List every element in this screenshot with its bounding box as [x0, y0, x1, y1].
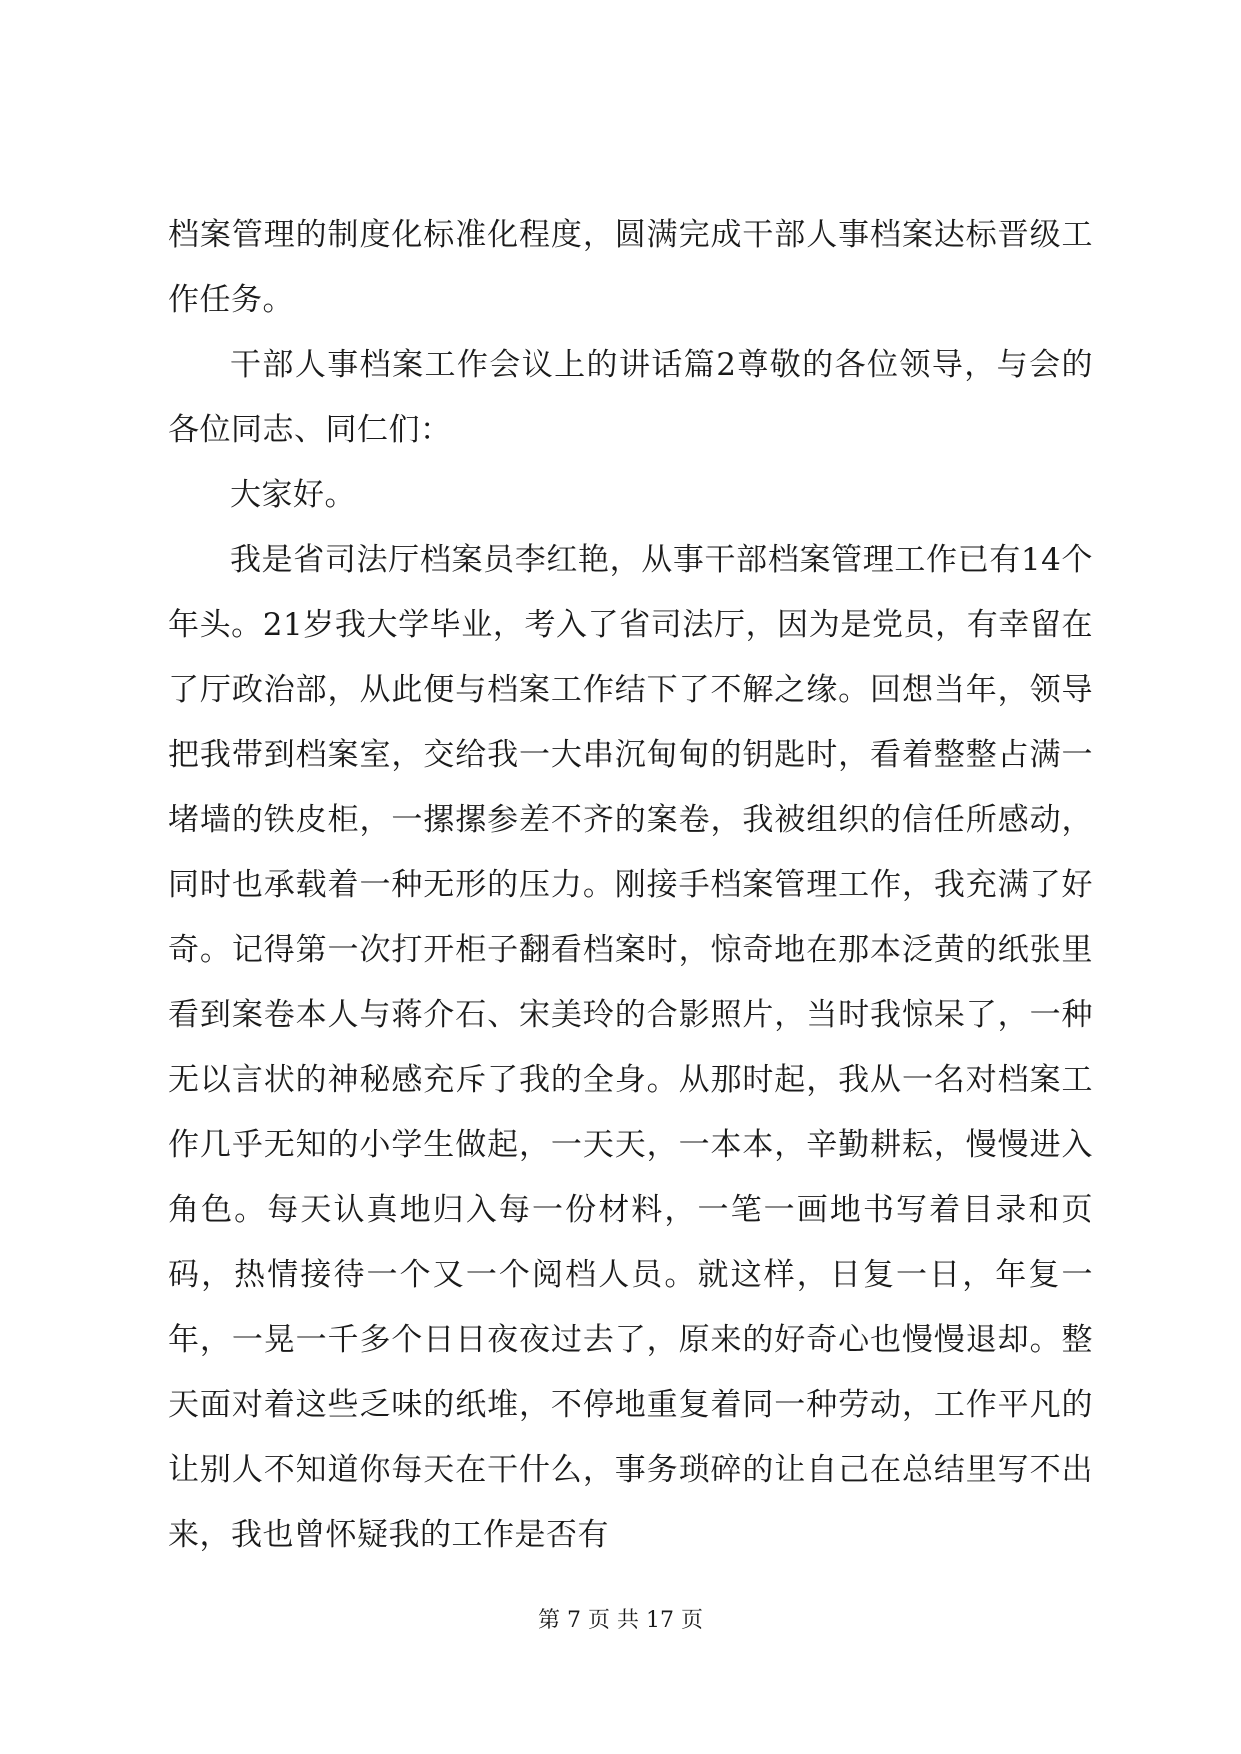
paragraph-3: 大家好。 [230, 477, 356, 513]
paragraph-4: 我是省司法厅档案员李红艳，从事干部档案管理工作已有14个年头。21岁我大学毕业，考入了省司法厅，因为是党员，有幸留在了厅政治部，从此便与档案工作结下了不解之缘。回想当年，领导把我带到档案室，交给我一大串沉甸甸的钥匙时，看着整整占满一堵墙的铁皮柜，一摞摞参差不齐的案卷，我被组织的信任所感动，同时也承载着一种无形的压力。刚接手档案管理工作，我充满了好奇。记得第一次打开柜子翻看档案时，惊奇地在那本泛黄的纸张里看到案卷本人与蒋介石、宋美玲的合影照片，当时我惊呆了，一种无以言状的神秘感充斥了我的全身。从那时起，我从一名对档案工作几乎无知的小学生做起，一天天，一本本，辛勤耕耘，慢慢进入角色。每天认真地归入每一份材料，一笔一画地书写着目录和页码，热情接待一个又一个阅档人员。就这样，日复一日，年复一年，一晃一千多个日日夜夜过去了，原来的好奇心也慢慢退却。整天面对着这些乏味的纸堆，不停地重复着同一种劳动，工作平凡的让别人不知道你每天在干什么，事务琐碎的让自己在总结里写不出来，我也曾怀疑我的工作是否有 [168, 542, 1093, 1553]
paragraph-2: 干部人事档案工作会议上的讲话篇2尊敬的各位领导，与会的各位同志、同仁们： [168, 347, 1093, 448]
document-body [168, 203, 1093, 1568]
paragraph-1: 档案管理的制度化标准化程度，圆满完成干部人事档案达标晋级工作任务。 [168, 217, 1093, 318]
page-footer: 第 7 页 共 17 页 [538, 1608, 703, 1633]
